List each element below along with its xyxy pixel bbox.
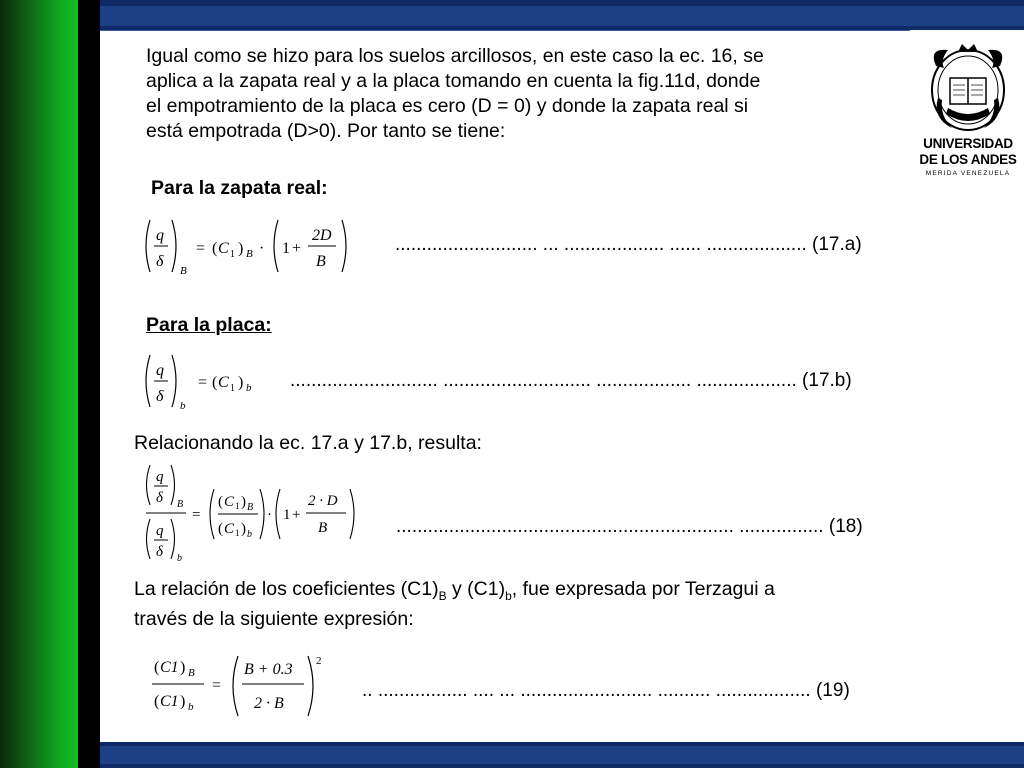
relacionando-text: Relacionando la ec. 17.a y 17.b, resulta: (134, 432, 482, 454)
eq-sub-b: b (180, 400, 186, 412)
eq-sub-B: B (177, 499, 184, 510)
eq-dot: · (259, 240, 265, 257)
heading-placa: Para la placa: (146, 314, 272, 336)
eq-dot: · (267, 507, 272, 523)
eq-sub-B: B (247, 502, 254, 513)
eq-2dotB: 2 · B (254, 695, 284, 712)
university-seal-icon (918, 38, 1018, 138)
logo-line1: UNIVERSIDAD (923, 136, 1013, 151)
svg-text:(: ( (218, 521, 223, 537)
svg-text:): ) (241, 521, 246, 537)
eq-delta: δ (156, 253, 164, 270)
eq-delta: δ (156, 388, 164, 405)
svg-text:): ) (241, 494, 246, 510)
eq-2D: 2D (312, 227, 332, 244)
svg-text:): ) (238, 240, 244, 257)
eq-equals: = (196, 240, 206, 257)
eq-sub-B: B (188, 667, 195, 679)
relacion-text-a: La relación de los coeficientes (C1) (134, 578, 439, 600)
eq-q: q (156, 227, 164, 244)
relacion-text-b: y (C1) (446, 578, 506, 600)
intro-line: está empotrada (D>0). Por tanto se tiene: (146, 120, 506, 142)
eq-q: q (156, 523, 164, 539)
eq-2dotD: 2 · D (308, 493, 338, 509)
eq-C: C (218, 374, 229, 391)
eq-plus: + (292, 240, 302, 257)
eq-delta: δ (156, 544, 163, 560)
equation-17a-leader: ........................... ... ................... ...... ................... (17.a) (395, 234, 862, 255)
intro-line: Igual como se hizo para los suelos arcillosos, en este caso la ec. 16, se (146, 45, 764, 67)
svg-text:(: ( (212, 240, 218, 257)
eq-C: C (218, 240, 229, 257)
eq-C: C (224, 494, 235, 510)
svg-text:(: ( (218, 494, 223, 510)
equation-17b-leader: ............................ ............................ .................. ................... (17.b) (290, 370, 852, 391)
eq-one: 1 (282, 240, 290, 257)
equation-18-leader: ................................................................ ................ (18) (396, 516, 863, 537)
svg-text:): ) (180, 693, 186, 710)
equation-19-leader: .. ................. .... ... ......................... .......... .................. (19) (362, 680, 850, 701)
logo-line2: DE LOS ANDES (919, 152, 1017, 167)
eq-sub-1: 1 (235, 501, 240, 511)
bottom-blue-band (100, 742, 1024, 768)
logo-line3: MERIDA VENEZUELA (925, 170, 1011, 177)
eq-q: q (156, 362, 164, 379)
eq-equals: = (198, 374, 208, 391)
intro-line: aplica a la zapata real y a la placa tomando en cuenta la fig.11d, donde (146, 70, 761, 92)
relacion-text-c: , fue expresada por Terzagui a (511, 578, 775, 600)
eq-exp-2: 2 (316, 655, 322, 667)
left-black-strip (78, 0, 100, 768)
relacion-line1 (134, 577, 775, 609)
eq-sub-b: b (188, 701, 194, 713)
svg-text:): ) (180, 659, 186, 676)
university-logo (918, 38, 1018, 183)
equation-19-formula (150, 650, 340, 722)
eq-one: 1 (283, 507, 291, 523)
eq-C1: C1 (160, 693, 179, 710)
eq-plus: + (292, 507, 301, 523)
eq-B-plus: B + 0.3 (244, 661, 293, 678)
eq-C: C (224, 521, 235, 537)
equation-18-formula (140, 463, 370, 565)
equation-17a-formula (140, 216, 370, 280)
eq-sub-1: 1 (230, 383, 235, 394)
eq-C1: C1 (160, 659, 179, 676)
relacion-sub-b: b (505, 588, 512, 603)
relacion-line2: través de la siguiente expresión: (134, 608, 414, 630)
equation-17b-formula (140, 353, 280, 413)
eq-B: B (318, 520, 328, 536)
heading-zapata: Para la zapata real: (151, 177, 328, 199)
eq-equals: = (212, 677, 222, 694)
top-rule (100, 30, 910, 31)
eq-sub-1: 1 (235, 528, 240, 538)
intro-line: el empotramiento de la placa es cero (D = 0) y donde la zapata real si (146, 95, 749, 117)
left-green-bar (0, 0, 78, 768)
svg-text:(: ( (154, 659, 160, 676)
top-blue-band (100, 0, 1024, 30)
eq-sub-b: b (247, 529, 252, 540)
eq-delta: δ (156, 490, 163, 506)
eq-B: B (316, 253, 326, 270)
svg-text:(: ( (212, 374, 218, 391)
eq-sub-b: b (177, 553, 182, 564)
eq-sub-b2: b (246, 382, 252, 394)
eq-q: q (156, 469, 164, 485)
svg-text:(: ( (154, 693, 160, 710)
relacion-sub-B: B (438, 588, 447, 603)
eq-equals: = (192, 507, 201, 523)
eq-sub-1: 1 (230, 249, 235, 260)
svg-text:): ) (238, 374, 244, 391)
eq-sub-B: B (180, 265, 187, 277)
eq-sub-B2: B (246, 248, 253, 260)
